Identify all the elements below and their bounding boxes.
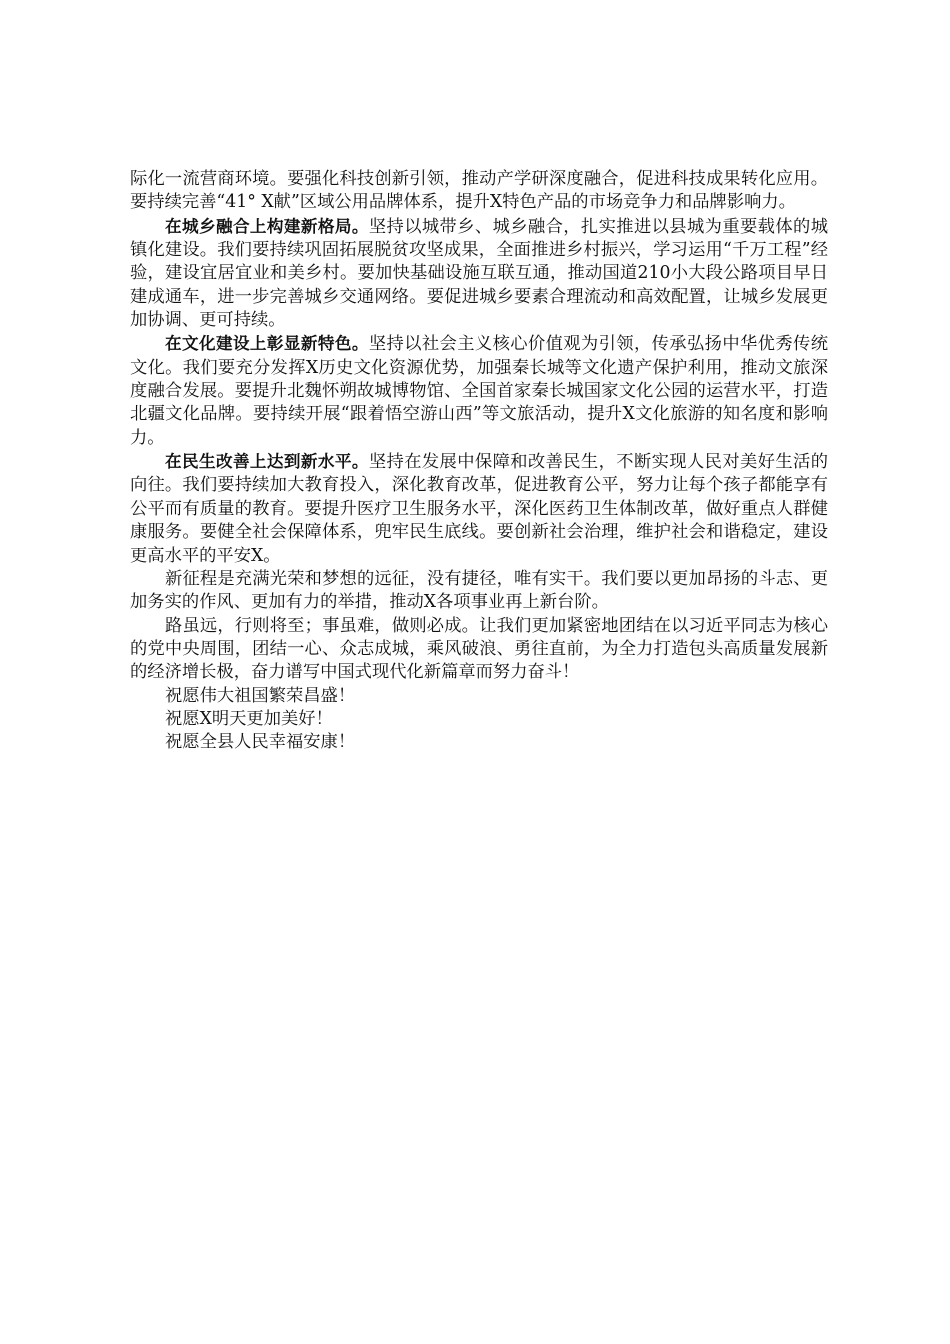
paragraph-urban-rural [130, 215, 828, 333]
paragraph-text: 坚持以社会主义核心价值观为引领，传承弘扬中华优秀传统文化。我们要充分发挥X历史文化资源优势，加强秦长城等文化遗产保护利用，推动文旅深度融合发展。要提升北魏怀朔故城博物馆、全国首家秦长城国家文化公园的运营水平，打造北疆文化品牌。要持续开展“跟着悟空游山西”等文旅活动，提升X文化旅游的知名度和影响力。 [130, 334, 828, 448]
paragraph-new-journey [130, 568, 828, 615]
paragraph-closing [130, 615, 828, 685]
paragraph-heading: 在城乡融合上构建新格局。 [165, 216, 369, 236]
paragraph-heading: 在文化建设上彰显新特色。 [165, 334, 369, 354]
wish-text: 祝愿伟大祖国繁荣昌盛！ [165, 685, 356, 706]
paragraph-text: 际化一流营商环境。要强化科技创新引领，推动产学研深度融合，促进科技成果转化应用。要持续完善“41° X献”区域公用品牌体系，提升X特色产品的市场竞争力和品牌影响力。 [130, 169, 828, 213]
paragraph-livelihood [130, 450, 828, 568]
document-body [130, 168, 828, 755]
paragraph-culture [130, 332, 828, 450]
paragraph-text: 坚持在发展中保障和改善民生，不断实现人民对美好生活的向往。我们要持续加大教育投入，深化教育改革，促进教育公平，努力让每个孩子都能享有公平而有质量的教育。要提升医疗卫生服务水平，深化医药卫生体制改革，做好重点人群健康服务。要健全社会保障体系，兜牢民生底线。要创新社会治理，维护社会和谐稳定，建设更高水平的平安X。 [130, 452, 828, 566]
paragraph-text: 坚持以城带乡、城乡融合，扎实推进以县城为重要载体的城镇化建设。我们要持续巩固拓展脱贫攻坚成果，全面推进乡村振兴，学习运用“千万工程”经验，建设宜居宜业和美乡村。要加快基础设施互联互通，推动国道210小大段公路项目早日建成通车，进一步完善城乡交通网络。要促进城乡要素合理流动和高效配置，让城乡发展更加协调、更可持续。 [130, 216, 828, 331]
wish-text: 祝愿全县人民幸福安康！ [165, 732, 356, 753]
paragraph-text: 新征程是充满光荣和梦想的远征，没有捷径，唯有实干。我们要以更加昂扬的斗志、更加务实的作风、更加有力的举措，推动X各项事业再上新台阶。 [130, 568, 828, 613]
wish-line-people [130, 731, 828, 754]
paragraph-text: 路虽远，行则将至；事虽难，做则必成。让我们更加紧密地团结在以习近平同志为核心的党中央周围，团结一心、众志成城，乘风破浪、勇往直前，为全力打造包头高质量发展新的经济增长极，奋力谱写中国式现代化新篇章而努力奋斗！ [130, 615, 828, 683]
wish-line-county [130, 708, 828, 731]
wish-line-country [130, 685, 828, 708]
wish-text: 祝愿X明天更加美好！ [165, 708, 333, 729]
paragraph-business-environment [130, 168, 828, 215]
paragraph-heading: 在民生改善上达到新水平。 [165, 452, 369, 472]
